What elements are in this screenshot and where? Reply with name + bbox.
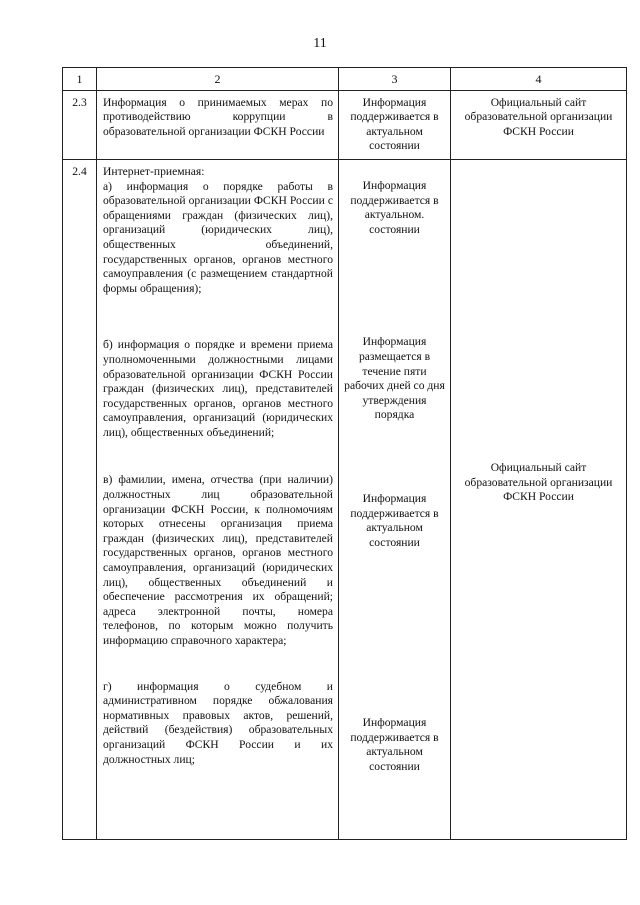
header-col-1: 1 <box>63 68 97 91</box>
requirement-c: Информация поддерживается в актуальном состоянии <box>350 491 439 549</box>
list-item-a: а) информация о порядке работы в образовательной организации ФСКН России с обращениями граждан (физических лиц), организаций (юридических лиц), общественных объединений, государственных органов, органов местного самоуправления (с размещением стандартной формы обращения); <box>103 179 333 295</box>
requirement-d: Информация поддерживается в актуальном состоянии <box>350 716 439 774</box>
row-number: 2.4 <box>63 159 97 839</box>
source-text: Официальный сайт образовательной организации ФСКН России <box>464 460 613 504</box>
header-col-3: 3 <box>339 68 451 91</box>
requirement-b: Информация размещается в течение пяти рабочих дней со дня утверждения порядка <box>344 335 445 422</box>
requirement-cell: Информация поддерживается в актуальном состоянии <box>339 90 451 159</box>
header-col-4: 4 <box>451 68 627 91</box>
info-cell <box>97 159 339 839</box>
source-cell: Официальный сайт образовательной организации ФСКН России <box>451 90 627 159</box>
table-row <box>63 159 627 839</box>
intro-text: Интернет-приемная: <box>103 164 205 178</box>
list-item-d: г) информация о судебном и административном порядке обжалования нормативных правовых актов, решений, действий (бездействия) образовательных организаций ФСКН России и их должностных лиц; <box>103 679 333 766</box>
document-table <box>62 67 627 840</box>
list-item-b: б) информация о порядке и времени приема уполномоченными должностными лицами образовательной организации ФСКН России граждан (физических лиц), представителей государственных органов, органов местного самоуправления, организаций (юридических лиц), общественных объединений; <box>103 338 333 439</box>
header-col-2: 2 <box>97 68 339 91</box>
list-item-c: в) фамилии, имена, отчества (при наличии) должностных лиц образовательной организации ФСКН России, к полномочиям которых отнесены организация приема граждан (физических лиц), представителей государственных органов, органов местного самоуправления, организаций (юридических лиц), общественных объединений и обеспечение рассмотрения их обращений; адреса электронной почты, номера телефонов, по которым можно получить информацию справочного характера; <box>103 473 333 647</box>
table-header-row <box>63 68 627 91</box>
table-row <box>63 90 627 159</box>
source-cell <box>451 159 627 839</box>
row-number: 2.3 <box>63 90 97 159</box>
page-number: 11 <box>313 36 327 51</box>
info-cell: Информация о принимаемых мерах по противодействию коррупции в образовательной организации ФСКН России <box>97 90 339 159</box>
requirement-cell <box>339 159 451 839</box>
requirement-a: Информация поддерживается в актуальном. состоянии <box>350 178 439 236</box>
